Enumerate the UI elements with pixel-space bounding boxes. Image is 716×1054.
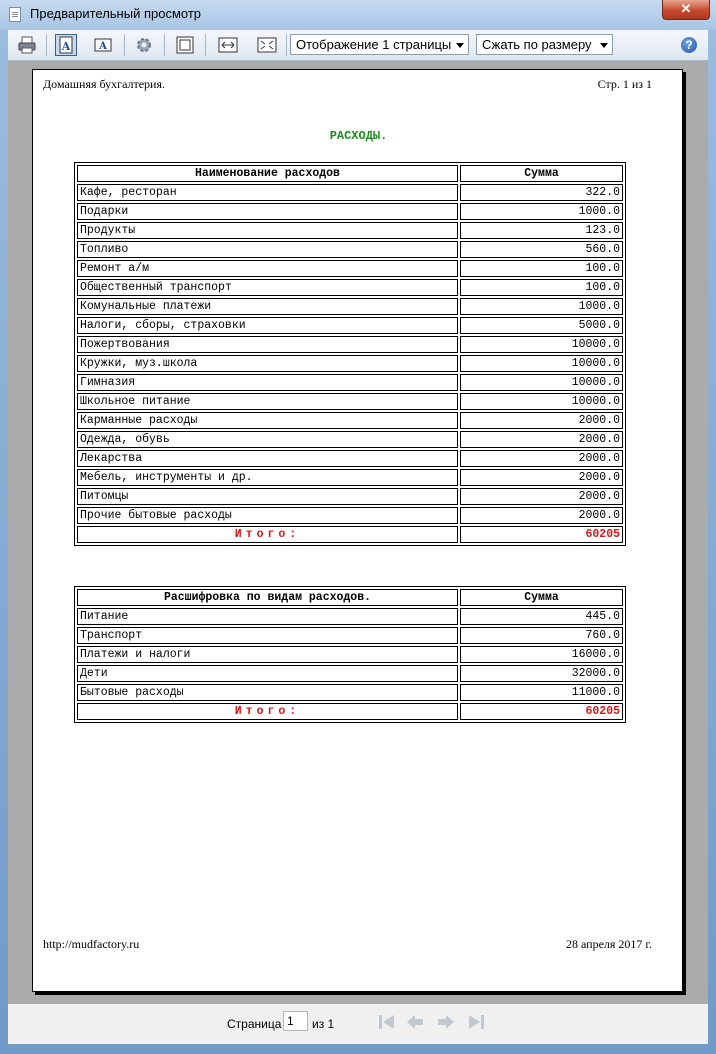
- page-number-input[interactable]: 1: [283, 1011, 308, 1031]
- svg-text:A: A: [99, 41, 107, 52]
- toolbar-separator: [205, 34, 206, 56]
- table-row-sum: 100.0: [460, 279, 623, 296]
- table-row: [77, 279, 623, 296]
- table-row: [77, 627, 623, 644]
- table-row-name: Комунальные платежи: [77, 298, 458, 315]
- table-row-name: Общественный транспорт: [77, 279, 458, 296]
- table-row: [77, 665, 623, 682]
- table-row-name: Питомцы: [77, 488, 458, 505]
- table-row-name: Налоги, сборы, страховки: [77, 317, 458, 334]
- toolbar-separator: [124, 34, 125, 56]
- table-row: [77, 608, 623, 625]
- pager-total: из 1: [312, 1017, 335, 1031]
- footer-url: http://mudfactory.ru: [43, 937, 140, 951]
- table-row-name: Подарки: [77, 203, 458, 220]
- view-mode-value: Отображение 1 страницы: [296, 37, 452, 52]
- next-page-icon[interactable]: [436, 1013, 456, 1031]
- view-mode-dropdown[interactable]: [290, 34, 469, 55]
- table-row-name: Мебель, инструменты и др.: [77, 469, 458, 486]
- table-row-name: Транспорт: [77, 627, 458, 644]
- table-row: [77, 374, 623, 391]
- page-number: Стр. 1 из 1: [597, 77, 652, 91]
- font-button[interactable]: [92, 34, 114, 56]
- toolbar: [8, 30, 708, 61]
- table-row-sum: 560.0: [460, 241, 623, 258]
- table-row-sum: 100.0: [460, 260, 623, 277]
- pager-bar: [8, 1004, 708, 1044]
- table-row-sum: 32000.0: [460, 665, 623, 682]
- table-header-sum: Сумма: [460, 165, 623, 182]
- table-row: [77, 241, 623, 258]
- fit-page-button[interactable]: [256, 34, 278, 56]
- table-row-name: Кружки, муз.школа: [77, 355, 458, 372]
- table-row-sum: 322.0: [460, 184, 623, 201]
- table-row: [77, 355, 623, 372]
- settings-button[interactable]: [133, 34, 155, 56]
- first-page-icon[interactable]: [377, 1013, 397, 1031]
- table-row-sum: 10000.0: [460, 393, 623, 410]
- table-row: [77, 203, 623, 220]
- pager-label: Страница: [227, 1017, 282, 1031]
- table-row: [77, 222, 623, 239]
- table-row: [77, 684, 623, 701]
- table-row: [77, 469, 623, 486]
- table-row-sum: 2000.0: [460, 488, 623, 505]
- table-header: [77, 165, 623, 182]
- table-row: [77, 298, 623, 315]
- chevron-down-icon: [456, 43, 464, 48]
- single-page-button[interactable]: [174, 34, 196, 56]
- table-row: [77, 412, 623, 429]
- expenses-table: [74, 162, 626, 546]
- table-row-name: Платежи и налоги: [77, 646, 458, 663]
- table-row: [77, 336, 623, 353]
- zoom-value: Сжать по размеру: [482, 37, 592, 52]
- font-icon: [92, 34, 114, 56]
- table-row-name: Гимназия: [77, 374, 458, 391]
- table-row-name: Одежда, обувь: [77, 431, 458, 448]
- table-header-sum: Сумма: [460, 589, 623, 606]
- table-row: [77, 260, 623, 277]
- table-row-sum: 2000.0: [460, 412, 623, 429]
- table-total-sum: 60205: [460, 526, 623, 543]
- table-row: [77, 184, 623, 201]
- footer-date: 28 апреля 2017 г.: [566, 937, 652, 951]
- table-row: [77, 431, 623, 448]
- toolbar-separator: [46, 34, 47, 56]
- table-total-sum: 60205: [460, 703, 623, 720]
- page-style-icon: [56, 35, 76, 55]
- window-title: Предварительный просмотр: [30, 6, 202, 21]
- fit-width-icon: [217, 34, 239, 56]
- table-header-name: Расшифровка по видам расходов.: [77, 589, 458, 606]
- close-button[interactable]: ✕: [662, 0, 710, 20]
- table-row-sum: 760.0: [460, 627, 623, 644]
- table-row: [77, 450, 623, 467]
- table-row-sum: 445.0: [460, 608, 623, 625]
- table-row: [77, 488, 623, 505]
- table-total-name: Итого:: [77, 703, 458, 720]
- table-total: [77, 703, 623, 720]
- title-bar: [0, 0, 716, 30]
- table-row-sum: 1000.0: [460, 298, 623, 315]
- table-row-sum: 16000.0: [460, 646, 623, 663]
- table-total-name: Итого:: [77, 526, 458, 543]
- table-row-name: Бытовые расходы: [77, 684, 458, 701]
- table-row-sum: 1000.0: [460, 203, 623, 220]
- chevron-down-icon: [600, 43, 608, 48]
- table-row-sum: 10000.0: [460, 336, 623, 353]
- table-row: [77, 393, 623, 410]
- table-row-sum: 123.0: [460, 222, 623, 239]
- toolbar-separator: [286, 34, 287, 56]
- table-row-sum: 2000.0: [460, 431, 623, 448]
- page-header-title: Домашняя бухгалтерия.: [43, 77, 165, 91]
- table-row-sum: 11000.0: [460, 684, 623, 701]
- table-row-name: Лекарства: [77, 450, 458, 467]
- help-icon[interactable]: ?: [681, 37, 697, 53]
- table-total: [77, 526, 623, 543]
- table-row-name: Школьное питание: [77, 393, 458, 410]
- table-row: [77, 646, 623, 663]
- table-row-sum: 5000.0: [460, 317, 623, 334]
- page-icon: [174, 34, 196, 56]
- table-row-name: Кафе, ресторан: [77, 184, 458, 201]
- table-row-name: Продукты: [77, 222, 458, 239]
- breakdown-table: [74, 586, 626, 723]
- zoom-dropdown[interactable]: [476, 34, 613, 55]
- table-header: [77, 589, 623, 606]
- table-row-sum: 10000.0: [460, 355, 623, 372]
- toolbar-separator: [164, 34, 165, 56]
- print-page: [32, 69, 683, 992]
- print-icon: [16, 34, 38, 56]
- document-icon: [9, 7, 21, 22]
- fit-width-button[interactable]: [217, 34, 239, 56]
- table-header-name: Наименование расходов: [77, 165, 458, 182]
- svg-text:A: A: [61, 40, 71, 53]
- page-style-button[interactable]: [55, 34, 77, 56]
- report-heading: РАСХОДЫ.: [329, 129, 388, 143]
- table-row-sum: 2000.0: [460, 507, 623, 524]
- table-row: [77, 317, 623, 334]
- table-row-sum: 10000.0: [460, 374, 623, 391]
- table-row-name: Дети: [77, 665, 458, 682]
- table-row-sum: 2000.0: [460, 450, 623, 467]
- table-row-sum: 2000.0: [460, 469, 623, 486]
- table-row: [77, 507, 623, 524]
- gear-icon: [133, 34, 155, 56]
- prev-page-icon[interactable]: [405, 1013, 425, 1031]
- table-row-name: Пожертвования: [77, 336, 458, 353]
- table-row-name: Карманные расходы: [77, 412, 458, 429]
- table-row-name: Топливо: [77, 241, 458, 258]
- table-row-name: Прочие бытовые расходы: [77, 507, 458, 524]
- last-page-icon[interactable]: [466, 1013, 486, 1031]
- fit-page-icon: [256, 34, 278, 56]
- table-row-name: Питание: [77, 608, 458, 625]
- table-row-name: Ремонт а/м: [77, 260, 458, 277]
- print-button[interactable]: [16, 34, 38, 56]
